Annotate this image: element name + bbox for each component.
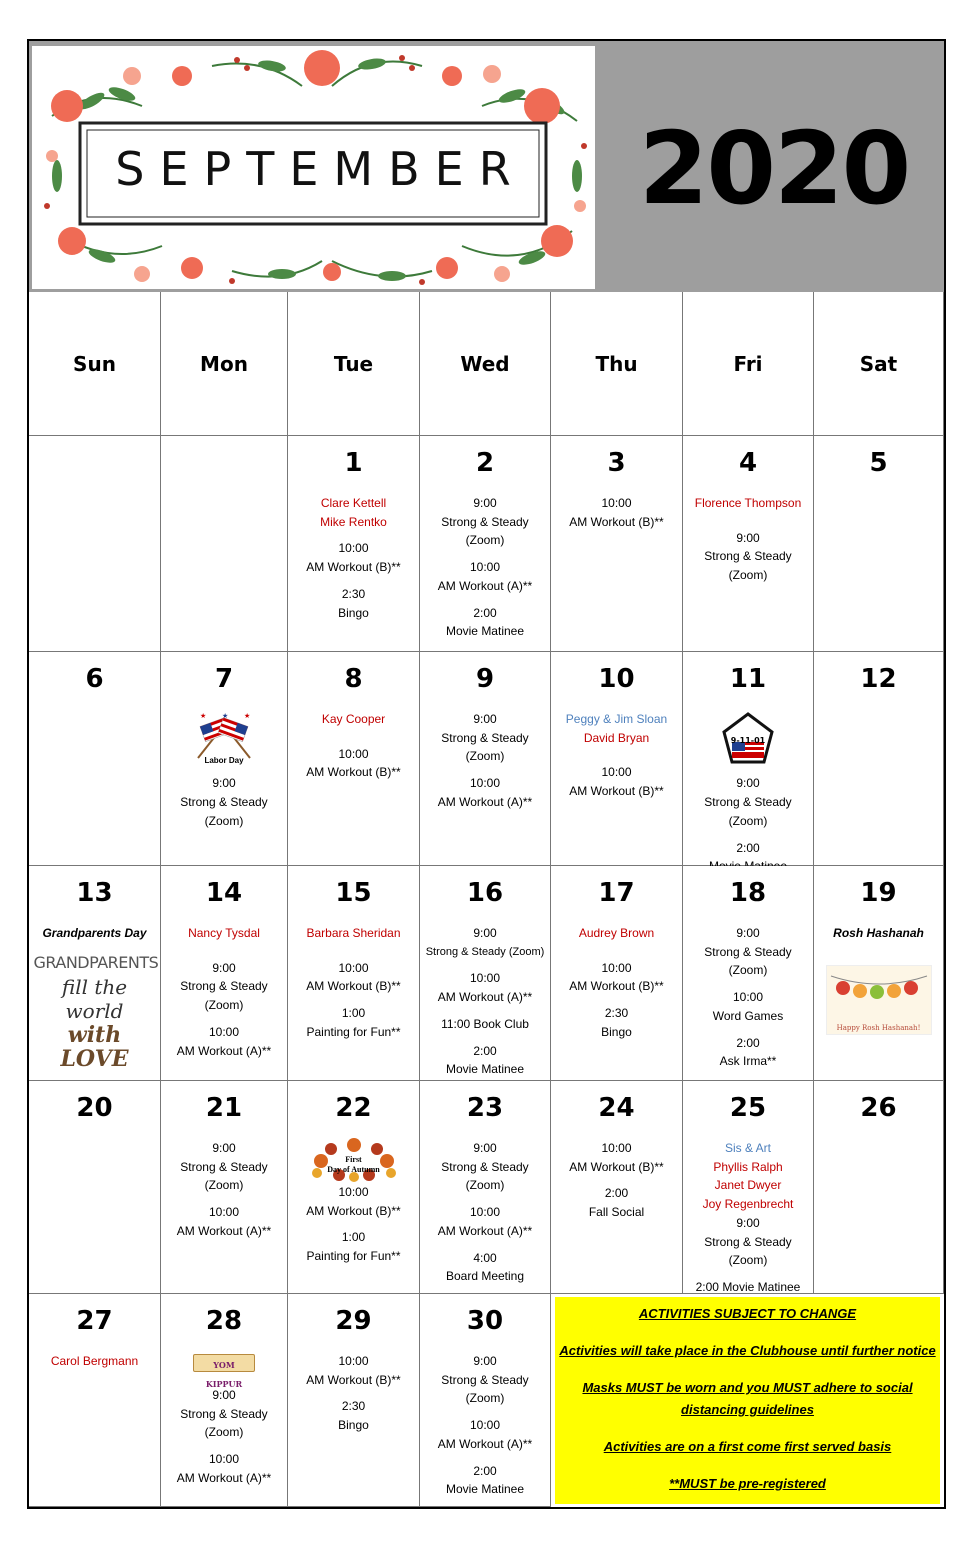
spacer xyxy=(683,1026,813,1034)
day-number: 17 xyxy=(598,878,635,908)
day-events xyxy=(288,494,419,622)
event-line: 9:00 xyxy=(473,1354,497,1368)
birthday-name: Phyllis Ralph xyxy=(713,1159,783,1174)
spacer xyxy=(420,1034,550,1042)
yom-image xyxy=(193,1354,255,1389)
event-line: 10:00 xyxy=(469,776,501,791)
spacer xyxy=(551,1176,682,1184)
birthday-name: Sis & Art xyxy=(724,1141,771,1155)
birthday-name: Peggy & Jim Sloan xyxy=(565,712,668,726)
weekday-header: Fri xyxy=(683,292,814,436)
day-events xyxy=(551,710,682,801)
event-line: 10:00 xyxy=(469,971,501,986)
spacer xyxy=(420,1241,550,1249)
event-line: 10:00 xyxy=(338,1354,369,1368)
event-line: 10:00 xyxy=(601,496,632,510)
spacer xyxy=(161,951,287,959)
birthday-name: Audrey Brown xyxy=(578,926,655,940)
calendar xyxy=(27,39,946,1509)
event-line: Strong & Steady xyxy=(704,944,792,959)
day-number: 15 xyxy=(335,878,372,908)
day-number: 12 xyxy=(860,664,897,694)
day-number: 5 xyxy=(869,448,888,478)
day-cell xyxy=(29,1081,161,1294)
event-line: 10:00 xyxy=(338,746,369,761)
notice-line: Activities will take place in the Clubhouse until further notice xyxy=(559,1343,936,1358)
event-line: Strong & Steady xyxy=(704,795,792,810)
day-events xyxy=(814,924,943,1035)
spacer xyxy=(288,996,419,1004)
day-number: 13 xyxy=(76,878,113,908)
event-line: 11:00 Book Club xyxy=(441,1016,529,1031)
svg-text:★: ★ xyxy=(244,713,251,720)
day-cell xyxy=(420,652,551,866)
grandparents-text: GRANDPARENTS xyxy=(33,952,159,972)
event-line: AM Workout (A)** xyxy=(437,990,533,1005)
day-cell xyxy=(161,436,288,652)
event-line: 9:00 xyxy=(473,496,497,510)
event-line: 1:00 xyxy=(341,1006,366,1021)
event-line: (Zoom) xyxy=(728,1253,768,1268)
event-line: 10:00 xyxy=(338,541,369,556)
spacer xyxy=(288,729,419,737)
event-line: (Zoom) xyxy=(204,998,244,1013)
event-line: Strong & Steady xyxy=(180,979,268,994)
day-cell xyxy=(683,652,814,866)
event-line: 9:00 xyxy=(212,776,236,791)
yom-kippur-caption: YOM KIPPUR xyxy=(205,1360,243,1389)
spacer xyxy=(288,577,419,585)
spacer xyxy=(161,1442,287,1450)
day-number: 23 xyxy=(466,1093,504,1123)
event-line: 9:00 xyxy=(212,1141,236,1155)
spacer xyxy=(420,766,550,774)
day-number: 16 xyxy=(466,878,504,908)
weekday-header: Sat xyxy=(814,292,944,436)
birthday-name: Mike Rentko xyxy=(320,514,387,529)
day-number: 4 xyxy=(738,448,758,478)
event-line: 2:00 xyxy=(736,1035,760,1050)
event-line: 2:00 xyxy=(473,1463,497,1478)
spacer xyxy=(555,1458,940,1473)
notice-line: Masks MUST be worn and you MUST adhere to social xyxy=(582,1380,913,1395)
spacer xyxy=(683,521,813,529)
month-banner xyxy=(32,46,595,289)
autumn-caption: Day of Autumn xyxy=(327,1165,380,1174)
birthday-name: Barbara Sheridan xyxy=(306,926,401,940)
day-number: 11 xyxy=(729,664,767,694)
day-number: 22 xyxy=(335,1093,372,1123)
svg-text:★: ★ xyxy=(200,713,207,720)
day-number: 9 xyxy=(475,664,495,694)
day-number: 18 xyxy=(729,878,767,908)
day-number: 6 xyxy=(85,664,104,694)
event-line: Board Meeting xyxy=(445,1269,525,1284)
notice-line: **MUST be pre-registered xyxy=(669,1476,826,1491)
day-cell xyxy=(814,436,944,652)
day-cell xyxy=(814,1081,944,1294)
event-line: 2:00 xyxy=(736,840,760,855)
day-events xyxy=(161,710,287,831)
day-cell xyxy=(288,1081,420,1294)
event-line: 10:00 xyxy=(601,765,632,780)
event-line: 9:00 xyxy=(736,776,760,791)
event-line: AM Workout (B)** xyxy=(306,1203,401,1218)
day-events xyxy=(551,494,682,531)
birthday-name: Kay Cooper xyxy=(321,712,386,726)
day-number: 27 xyxy=(76,1306,113,1336)
event-line: AM Workout (B)** xyxy=(569,1159,664,1174)
911-image xyxy=(683,712,813,750)
birthday-name: Joy Regenbrecht xyxy=(702,1197,794,1212)
event-line: AM Workout (B)** xyxy=(306,1372,401,1387)
spacer xyxy=(551,996,682,1004)
day-events xyxy=(683,1139,813,1297)
911-caption: 9-11-01 xyxy=(730,735,766,745)
day-cell xyxy=(288,652,420,866)
day-cell xyxy=(288,1294,420,1507)
day-events xyxy=(551,924,682,1042)
event-line: 10:00 xyxy=(601,960,632,975)
event-line: Strong & Steady xyxy=(704,549,792,564)
event-line: Strong & Steady xyxy=(704,1234,792,1249)
spacer xyxy=(683,980,813,988)
weekday-header: Tue xyxy=(288,292,420,436)
spacer xyxy=(420,1007,550,1015)
event-line: (Zoom) xyxy=(728,568,768,583)
event-line: Ask Irma** xyxy=(719,1054,777,1069)
day-number: 24 xyxy=(598,1093,635,1123)
day-number: 2 xyxy=(475,448,495,478)
event-line: 10:00 xyxy=(732,990,764,1005)
day-cell xyxy=(29,652,161,866)
birthday-name: Clare Kettell xyxy=(320,496,387,510)
grandparents-text: with LOVE xyxy=(60,1021,129,1072)
event-line: 10:00 xyxy=(208,1205,240,1220)
spacer xyxy=(161,943,287,951)
event-line: AM Workout (A)** xyxy=(437,794,533,809)
day-events xyxy=(683,924,813,1071)
day-cell xyxy=(814,866,944,1081)
day-number: 29 xyxy=(335,1306,372,1336)
event-line: 2:30 xyxy=(341,1399,366,1414)
spacer xyxy=(420,961,550,969)
event-line: AM Workout (B)** xyxy=(306,560,401,575)
day-events xyxy=(420,1352,550,1499)
day-cell xyxy=(420,1081,551,1294)
event-line: 9:00 xyxy=(212,1388,236,1402)
spacer xyxy=(683,831,813,839)
day-events xyxy=(288,924,419,1042)
spacer xyxy=(288,943,419,951)
event-line: 2:00 xyxy=(473,1043,497,1058)
event-line: Bingo xyxy=(338,1418,369,1433)
event-line: Strong & Steady xyxy=(441,514,529,529)
calendar-header xyxy=(29,41,944,292)
rosh-image xyxy=(826,965,932,1035)
birthday-name: Carol Bergmann xyxy=(50,1354,139,1368)
day-number: 3 xyxy=(607,448,626,478)
day-number: 7 xyxy=(214,664,234,694)
event-line: Movie Matinee xyxy=(445,624,525,639)
spacer xyxy=(161,1015,287,1023)
day-cell xyxy=(683,866,814,1081)
spacer xyxy=(555,1421,940,1436)
event-line: AM Workout (B)** xyxy=(569,979,664,994)
event-line: 2:00 xyxy=(473,605,497,620)
month-title: SEPTEMBER xyxy=(115,142,526,196)
event-line: (Zoom) xyxy=(204,1178,244,1193)
notice-line: distancing guidelines xyxy=(681,1402,814,1417)
calendar-grid xyxy=(29,292,944,1507)
event-line: Movie Matinee xyxy=(445,1062,525,1077)
spacer xyxy=(551,943,682,951)
day-events xyxy=(420,924,550,1079)
spacer xyxy=(555,1362,940,1377)
spacer xyxy=(683,513,813,521)
day-events xyxy=(161,924,287,1060)
event-line: 9:00 xyxy=(736,530,760,545)
day-cell xyxy=(420,436,551,652)
event-line: Bingo xyxy=(601,1024,632,1039)
rosh-caption: Happy Rosh Hashanah! xyxy=(836,1024,921,1033)
spacer xyxy=(161,1195,287,1203)
spacer xyxy=(288,1220,419,1228)
event-line: 10:00 xyxy=(338,960,369,975)
event-line: AM Workout (A)** xyxy=(437,1223,533,1238)
day-cell xyxy=(420,1294,551,1507)
holiday-label: Grandparents Day xyxy=(42,926,147,940)
spacer xyxy=(420,1195,550,1203)
grandparents-text: fill the world xyxy=(61,974,128,1023)
day-cell xyxy=(161,866,288,1081)
event-line: Strong & Steady xyxy=(441,1159,529,1174)
day-events xyxy=(161,1139,287,1241)
event-line: AM Workout (A)** xyxy=(176,1470,272,1485)
event-line: AM Workout (B)** xyxy=(306,979,401,994)
weekday-header: Thu xyxy=(551,292,683,436)
day-cell xyxy=(683,436,814,652)
day-events xyxy=(683,494,813,585)
event-line: AM Workout (A)** xyxy=(437,578,533,593)
day-events xyxy=(288,1139,419,1266)
event-line: (Zoom) xyxy=(465,533,505,548)
event-line: 2:00 xyxy=(604,1186,629,1201)
spacer xyxy=(551,747,682,755)
event-line: AM Workout (A)** xyxy=(176,1043,272,1058)
day-events xyxy=(683,710,813,876)
weekday-header: Mon xyxy=(161,292,288,436)
event-line: AM Workout (B)** xyxy=(306,765,401,780)
day-events xyxy=(420,710,550,812)
day-events xyxy=(420,494,550,641)
notice-box xyxy=(555,1297,940,1504)
day-number: 21 xyxy=(205,1093,243,1123)
event-line: AM Workout (A)** xyxy=(437,1436,533,1451)
day-cell xyxy=(420,866,551,1081)
event-line: (Zoom) xyxy=(465,749,505,764)
day-cell xyxy=(161,652,288,866)
day-number: 26 xyxy=(860,1093,897,1123)
weekday-header: Wed xyxy=(420,292,551,436)
event-line: 2:30 xyxy=(341,586,366,601)
day-cell xyxy=(288,866,420,1081)
notice-line: ACTIVITIES SUBJECT TO CHANGE xyxy=(638,1306,857,1321)
spacer xyxy=(683,1270,813,1278)
birthday-name: David Bryan xyxy=(583,730,650,745)
spacer xyxy=(288,1389,419,1397)
day-number: 1 xyxy=(344,448,363,478)
event-line: Strong & Steady xyxy=(441,1372,529,1387)
event-line: 2:00 Movie Matinee xyxy=(695,1279,801,1294)
day-events xyxy=(161,1352,287,1488)
notice-line: Activities are on a first come first served basis xyxy=(603,1439,892,1454)
day-events xyxy=(551,1139,682,1222)
event-line: 10:00 xyxy=(469,1205,501,1220)
day-events xyxy=(420,1139,550,1286)
day-number: 25 xyxy=(729,1093,767,1123)
day-number: 20 xyxy=(76,1093,113,1123)
day-cell xyxy=(551,652,683,866)
spacer xyxy=(288,951,419,959)
day-cell xyxy=(551,866,683,1081)
day-cell xyxy=(29,866,161,1081)
event-line: 10:00 xyxy=(469,560,501,575)
event-line: Bingo xyxy=(338,605,369,620)
event-line: 9:00 xyxy=(736,1215,760,1230)
spacer xyxy=(288,737,419,745)
event-line: AM Workout (B)** xyxy=(569,784,664,799)
event-line: Strong & Steady xyxy=(180,1159,268,1174)
holiday-label: Rosh Hashanah xyxy=(833,926,924,940)
spacer xyxy=(551,755,682,763)
day-number: 14 xyxy=(205,878,243,908)
birthday-name: Janet Dwyer xyxy=(714,1178,782,1193)
birthday-name: Florence Thompson xyxy=(694,496,802,510)
event-line: 10:00 xyxy=(208,1024,240,1039)
day-events xyxy=(29,1352,160,1371)
svg-text:★: ★ xyxy=(222,713,229,720)
weekday-header: Sun xyxy=(29,292,161,436)
spacer xyxy=(420,596,550,604)
event-line: Strong & Steady xyxy=(180,795,268,810)
event-line: 10:00 xyxy=(469,1418,501,1433)
day-number: 19 xyxy=(860,878,897,908)
event-line: Painting for Fun** xyxy=(306,1024,401,1039)
event-line: (Zoom) xyxy=(728,813,768,828)
event-line: (Zoom) xyxy=(465,1391,505,1406)
spacer xyxy=(420,1454,550,1462)
event-line: (Zoom) xyxy=(204,813,244,828)
labor-day-caption: Labor Day xyxy=(204,755,244,765)
spacer xyxy=(555,1325,940,1340)
event-line: AM Workout (A)** xyxy=(176,1223,272,1238)
event-line: Word Games xyxy=(712,1008,784,1023)
day-number: 30 xyxy=(466,1306,504,1336)
day-number: 10 xyxy=(598,664,635,694)
spacer xyxy=(288,531,419,539)
day-cell xyxy=(161,1081,288,1294)
event-line: Strong & Steady xyxy=(180,1406,268,1421)
event-line: 10:00 xyxy=(601,1141,632,1155)
day-cell xyxy=(814,652,944,866)
event-line: 10:00 xyxy=(338,1185,369,1199)
day-events xyxy=(288,710,419,782)
day-number: 8 xyxy=(344,664,363,694)
day-cell xyxy=(29,1294,161,1507)
day-number: 28 xyxy=(205,1306,243,1336)
event-line: AM Workout (B)** xyxy=(569,514,664,529)
labor-day-image xyxy=(161,712,287,770)
year-title: 2020 xyxy=(638,110,910,227)
event-line: Movie Matinee xyxy=(445,1482,525,1497)
event-line: 4:00 xyxy=(473,1250,497,1265)
spacer xyxy=(420,1408,550,1416)
event-line: Painting for Fun** xyxy=(306,1249,401,1264)
day-cell xyxy=(551,436,683,652)
event-line: (Zoom) xyxy=(728,963,768,978)
day-events xyxy=(29,924,160,1071)
event-line: Strong & Steady xyxy=(441,730,529,745)
autumn-image xyxy=(309,1137,399,1183)
event-line: 10:00 xyxy=(208,1452,240,1467)
day-cell xyxy=(683,1081,814,1294)
spacer xyxy=(551,951,682,959)
grandparents-image xyxy=(33,951,159,1072)
spacer xyxy=(420,550,550,558)
day-cell xyxy=(288,436,420,652)
day-cell xyxy=(551,1081,683,1294)
event-line: 2:30 xyxy=(604,1006,629,1021)
day-events xyxy=(288,1352,419,1435)
event-line: 1:00 xyxy=(341,1230,366,1245)
event-line: Strong & Steady (Zoom) xyxy=(425,945,545,958)
event-line: 9:00 xyxy=(212,960,236,975)
day-cell xyxy=(29,436,161,652)
event-line: 9:00 xyxy=(736,926,760,940)
birthday-name: Nancy Tysdal xyxy=(188,926,260,940)
event-line: 9:00 xyxy=(473,712,497,726)
event-line: (Zoom) xyxy=(465,1178,505,1193)
event-line: (Zoom) xyxy=(204,1425,244,1440)
event-line: Fall Social xyxy=(588,1205,645,1220)
autumn-caption: First xyxy=(345,1155,362,1164)
day-cell xyxy=(161,1294,288,1507)
event-line: 9:00 xyxy=(473,926,497,940)
event-line: 9:00 xyxy=(473,1141,497,1155)
